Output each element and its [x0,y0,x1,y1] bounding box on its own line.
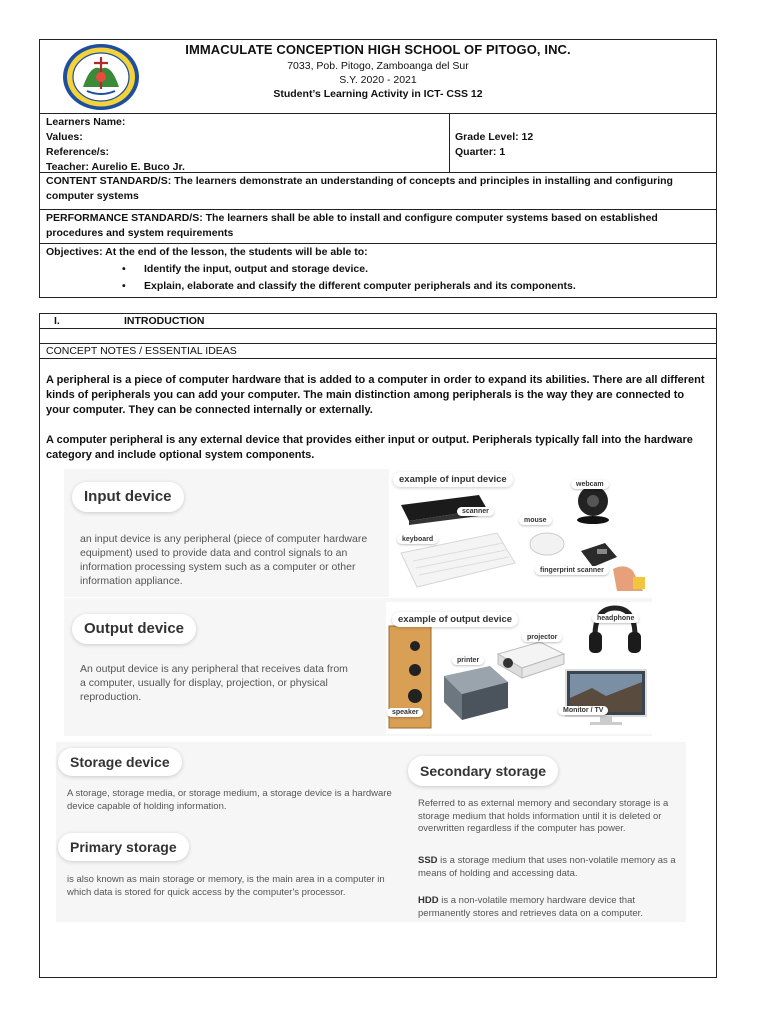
grade-level-field: Grade Level: 12 [455,131,534,143]
ssd-term: SSD [418,855,438,866]
hdd-text: is a non-volatile memory hardware device that permanently stores and retrieves data on a computer. [418,895,643,919]
activity-title: Student’s Learning Activity in ICT- CSS 12 [273,88,483,100]
input-example-image [389,469,652,597]
input-device-title: Input device [72,482,184,512]
headphone-label: headphone [592,614,639,623]
quarter-field: Quarter: 1 [455,146,506,158]
speaker-label: speaker [387,708,423,717]
secondary-storage-description: Referred to as external memory and secondary storage is a storage medium that holds information until it is deleted or overwritten regardless if the computer has power. [418,798,669,834]
output-example-title: example of output device [392,612,518,627]
bullet: • [122,263,126,275]
output-device-description: An output device is any peripheral that receives data from a computer, usually for display, projection, or physical reproduction. [80,663,348,703]
performance-standard: PERFORMANCE STANDARD/S: The learners shall be able to install and configure computer systems based on established procedures and system requirements [46,212,658,239]
input-example-title: example of input device [393,472,513,487]
monitor-label: Monitor / TV [558,706,608,715]
content-standard-row [40,173,716,210]
header-table [39,39,717,298]
introduction-heading-row [40,314,716,329]
printer-label: printer [452,656,484,665]
header-titles [40,40,716,101]
objective-text: Explain, elaborate and classify the different computer peripherals and its components. [144,280,576,292]
output-device-title: Output device [72,614,196,644]
references-field: Reference/s: [46,146,110,158]
headphone-icon [586,604,644,656]
projector-icon [494,640,566,680]
peripheral-paragraph: A peripheral is a piece of computer hardware that is added to a computer in order to expand its abilities. There are all different kinds of peripherals you can add your computer. The main distinction among peripherals is the way they are connected to your computer. They can be connected internally or externally. [46,374,705,416]
computer-peripheral-paragraph: A computer peripheral is any external device that provides either input or output. Peripherals typically fall into the hardware category and include optional system components. [46,434,693,461]
mouse-label: mouse [519,516,552,525]
webcam-label: webcam [571,480,609,489]
fingerprint-scanner-label: fingerprint scanner [535,566,609,575]
learner-info-right [449,114,716,172]
input-device-description: an input device is any peripheral (piece of computer hardware equipment) used to provide data and control signals to an information processing system such as a computer or other information appliance. [80,533,368,587]
learners-name-field: Learners Name: [46,116,126,128]
learner-info-left [40,114,449,172]
output-device-panel [64,598,652,736]
objective-text: Identify the input, output and storage device. [144,263,369,275]
section-heading: INTRODUCTION [124,315,205,327]
webcam-icon [567,483,619,525]
objectives-row [40,244,716,299]
mouse-icon [527,529,567,559]
school-address: 7033, Pob. Pitogo, Zamboanga del Sur [287,60,469,72]
blank-row [40,329,716,344]
school-year: S.Y. 2020 - 2021 [339,74,417,86]
primary-storage-description: is also known as main storage or memory, is the main area in a computer in which data is stored for quick access by the computer's processor. [67,874,385,898]
learner-info-row [40,114,716,173]
objective-item [40,278,716,295]
concept-notes-heading: CONCEPT NOTES / ESSENTIAL IDEAS [46,345,237,357]
concept-notes-row [40,344,716,359]
primary-storage-title: Primary storage [58,833,189,861]
content-standard: CONTENT STANDARD/S: The learners demonstrate an understanding of concepts and principles in installing and configuring computer systems [46,175,673,202]
values-field: Values: [46,131,83,143]
projector-label: projector [522,633,562,642]
section-numeral: I. [54,315,60,327]
teacher-field: Teacher: Aurelio E. Buco Jr. [46,161,185,173]
monitor-icon [562,668,650,730]
school-name: IMMACULATE CONCEPTION HIGH SCHOOL OF PITOGO, INC. [185,42,571,57]
storage-device-description: A storage, storage media, or storage medium, a storage device is a hardware device capable of holding information. [67,788,392,812]
output-example-image [386,602,652,734]
storage-device-panel [56,742,686,922]
storage-device-title: Storage device [58,748,182,776]
school-header-row [40,40,716,114]
ssd-text: is a storage medium that uses non-volatile memory as a means of holding and accessing data. [418,855,676,879]
scanner-label: scanner [457,507,494,516]
secondary-storage-title: Secondary storage [408,756,558,786]
bullet: • [122,280,126,292]
hdd-term: HDD [418,895,439,906]
hdd-description [418,895,686,920]
ssd-description [418,855,686,880]
objective-item [40,261,716,278]
input-device-panel [64,469,652,597]
objectives-intro: Objectives: At the end of the lesson, the students will be able to: [46,246,368,258]
performance-standard-row [40,210,716,244]
keyboard-label: keyboard [397,535,438,544]
